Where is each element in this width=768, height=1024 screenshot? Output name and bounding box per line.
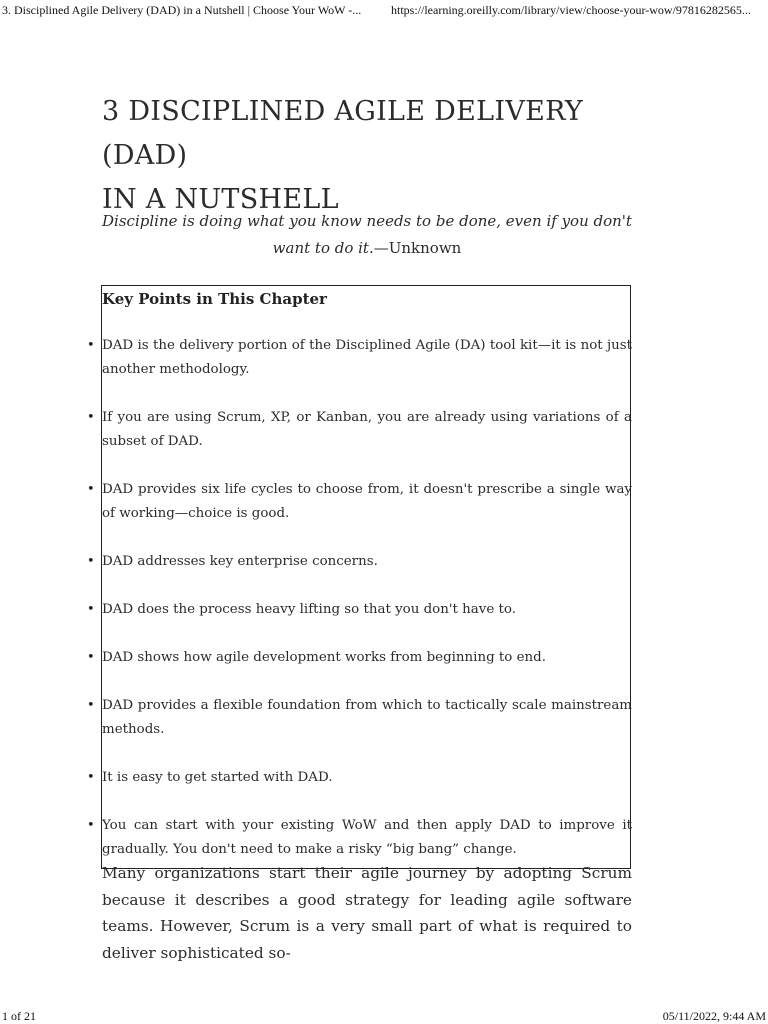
key-point-item [87, 334, 632, 382]
key-point-item [87, 598, 632, 622]
print-header [0, 3, 768, 19]
key-point-text: DAD is the delivery portion of the Disciplined Agile (DA) tool kit—it is not just another methodology. [102, 338, 632, 377]
epigraph-attribution: —Unknown [373, 239, 462, 257]
key-point-text: It is easy to get started with DAD. [102, 770, 333, 785]
key-point-text: You can start with your existing WoW and then apply DAD to improve it gradually. You don't need to make a risky “big bang” change. [102, 818, 632, 857]
key-point-text: DAD provides six life cycles to choose from, it doesn't prescribe a single way of working—choice is good. [102, 482, 632, 521]
bullet-icon: • [87, 410, 95, 425]
key-points-sidebar [87, 285, 632, 869]
key-points-title: Key Points in This Chapter [102, 290, 327, 308]
key-point-text: DAD provides a flexible foundation from which to tactically scale mainstream methods. [102, 698, 632, 737]
bullet-icon: • [87, 482, 95, 497]
key-point-item [87, 814, 632, 862]
print-header-title: 3. Disciplined Agile Delivery (DAD) in a Nutshell | Choose Your WoW -... [2, 3, 362, 17]
key-point-text: DAD shows how agile development works from beginning to end. [102, 650, 546, 665]
chapter-title-line-1: 3 DISCIPLINED AGILE DELIVERY (DAD) [102, 96, 584, 171]
epigraph-quote: Discipline is doing what you know needs to be done, even if you don't want to do it. [102, 212, 632, 257]
print-footer [0, 1009, 768, 1024]
print-datetime: 05/11/2022, 9:44 AM [662, 1009, 766, 1023]
bullet-icon: • [87, 338, 95, 353]
chapter-title [102, 90, 662, 222]
key-point-item [87, 766, 632, 790]
key-point-text: DAD does the process heavy lifting so that you don't have to. [102, 602, 517, 617]
bullet-icon: • [87, 602, 95, 617]
bullet-icon: • [87, 650, 95, 665]
key-point-item [87, 478, 632, 526]
bullet-icon: • [87, 818, 95, 833]
key-point-item [87, 406, 632, 454]
key-point-item [87, 646, 632, 670]
epigraph [102, 208, 632, 262]
key-point-text: If you are using Scrum, XP, or Kanban, you are already using variations of a subset of DAD. [102, 410, 632, 449]
key-point-text: DAD addresses key enterprise concerns. [102, 554, 378, 569]
bullet-icon: • [87, 698, 95, 713]
body-paragraph: Many organizations start their agile journey by adopting Scrum because it describes a good strategy for leading agile software teams. However, Scrum is a very small part of what is required to deliver sophisticated so- [102, 864, 632, 962]
chapter-title-line-2: IN A NUTSHELL [102, 184, 339, 215]
key-point-item [87, 694, 632, 742]
key-point-item [87, 550, 632, 574]
bullet-icon: • [87, 554, 95, 569]
print-header-url: https://learning.oreilly.com/library/view/choose-your-wow/97816282565... [391, 3, 751, 17]
bullet-icon: • [87, 770, 95, 785]
page-number: 1 of 21 [2, 1009, 36, 1023]
